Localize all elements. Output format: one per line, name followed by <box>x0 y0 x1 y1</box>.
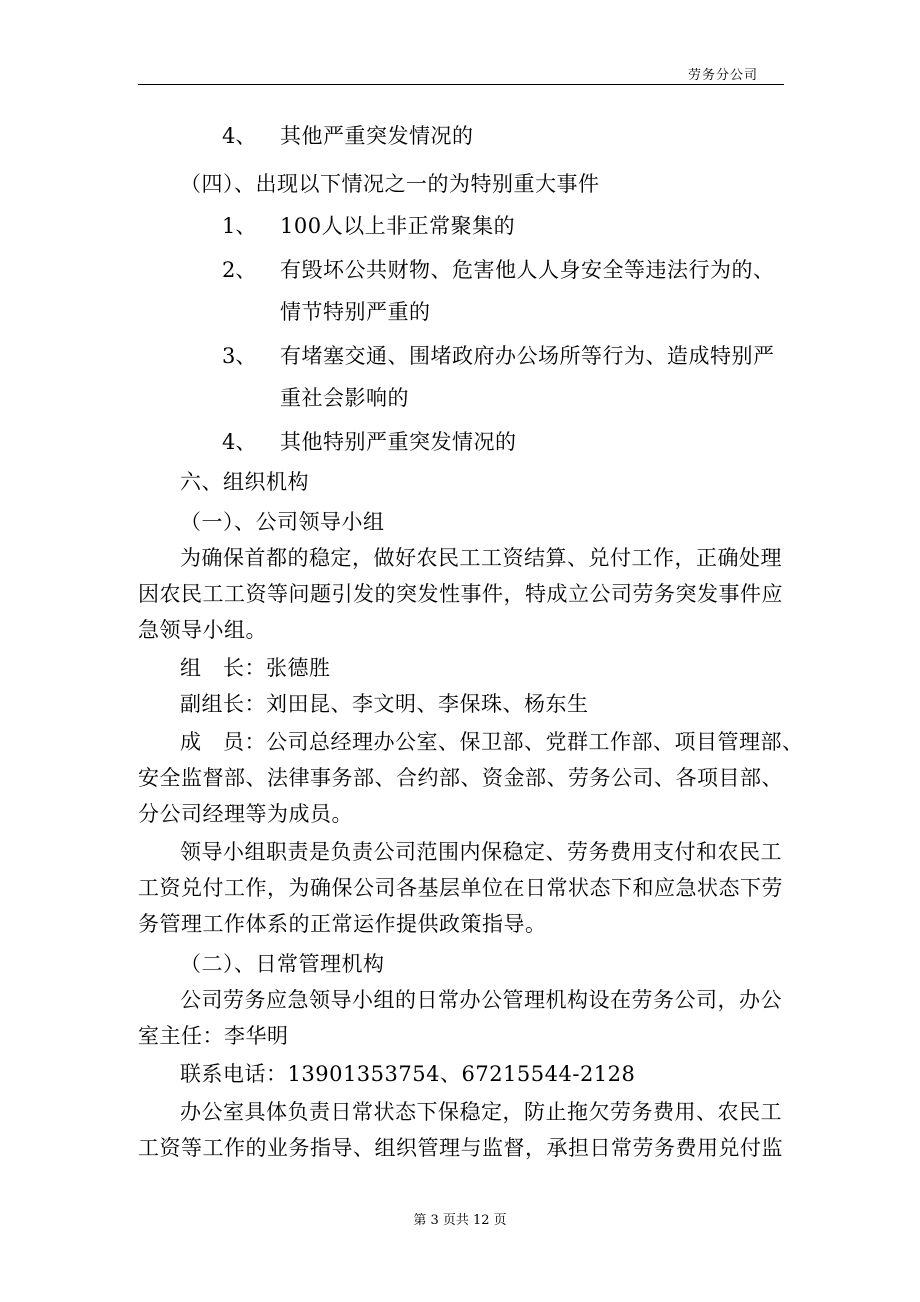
section-heading: （四）、出现以下情况之一的为特别重大事件 <box>180 172 600 196</box>
paragraph-line: 领导小组职责是负责公司范围内保稳定、劳务费用支付和农民工 <box>180 840 782 864</box>
page-number-footer: 第 3 页共 12 页 <box>413 1213 507 1228</box>
paragraph-line: 务管理工作体系的正常运作提供政策指导。 <box>138 912 547 936</box>
paragraph-line: 办公室具体负责日常状态下保稳定，防止拖欠劳务费用、农民工 <box>180 1100 782 1124</box>
section-heading: 六、组织机构 <box>180 470 309 494</box>
paragraph-line: 工资等工作的业务指导、组织管理与监督，承担日常劳务费用兑付监 <box>138 1136 783 1160</box>
item-text-continued: 重社会影响的 <box>280 386 409 410</box>
item-text: 有毁坏公共财物、危害他人人身安全等违法行为的、 <box>280 258 775 282</box>
paragraph-line: 安全监督部、法律事务部、合约部、资金部、劳务公司、各项目部、 <box>138 766 783 790</box>
members-line: 成 员：公司总经理办公室、保卫部、党群工作部、项目管理部、 <box>180 730 804 754</box>
paragraph-line: 为确保首都的稳定，做好农民工工资结算、兑付工作，正确处理 <box>180 546 782 570</box>
paragraph-line: 因农民工工资等问题引发的突发性事件，特成立公司劳务突发事件应 <box>138 582 783 606</box>
paragraph-line: 工资兑付工作，为确保公司各基层单位在日常状态下和应急状态下劳 <box>138 876 783 900</box>
item-number: 1、 <box>222 214 257 238</box>
item-text: 其他严重突发情况的 <box>280 124 474 148</box>
item-text: 其他特别严重突发情况的 <box>280 430 517 454</box>
paragraph-line: 急领导小组。 <box>138 618 267 642</box>
item-text: 100人以上非正常聚集的 <box>280 214 516 238</box>
subsection-heading: （二）、日常管理机构 <box>180 952 385 976</box>
deputy-leader-line: 副组长：刘田昆、李文明、李保珠、杨东生 <box>180 692 589 716</box>
subsection-heading: （一）、公司领导小组 <box>180 510 385 534</box>
paragraph-line: 室主任：李华明 <box>138 1024 289 1048</box>
item-number: 4、 <box>222 124 257 148</box>
item-text-continued: 情节特别严重的 <box>280 300 431 324</box>
leader-line: 组 长：张德胜 <box>180 656 331 680</box>
contact-phone-line: 联系电话：13901353754、67215544-2128 <box>180 1062 636 1086</box>
item-number: 2、 <box>222 258 257 282</box>
item-text: 有堵塞交通、围堵政府办公场所等行为、造成特别严 <box>280 344 775 368</box>
paragraph-line: 分公司经理等为成员。 <box>138 802 353 826</box>
header-company-name: 劳务分公司 <box>687 68 758 83</box>
item-number: 4、 <box>222 430 257 454</box>
item-number: 3、 <box>222 344 257 368</box>
header-rule <box>138 84 784 85</box>
paragraph-line: 公司劳务应急领导小组的日常办公管理机构设在劳务公司，办公 <box>180 988 782 1012</box>
